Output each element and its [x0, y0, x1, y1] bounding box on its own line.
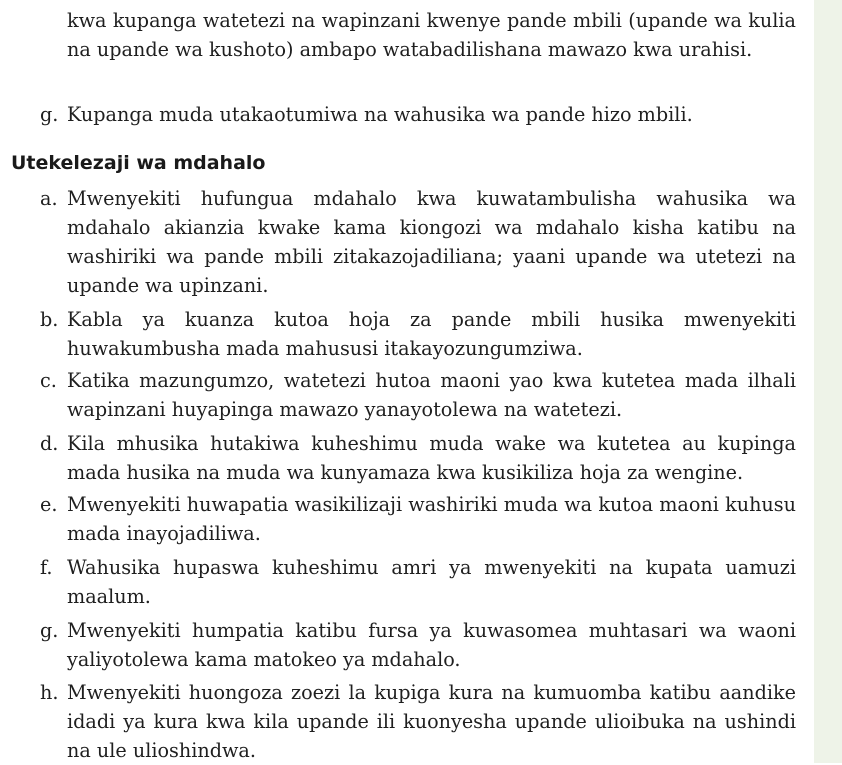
list-marker: f.	[40, 556, 53, 579]
list-item-text: Wahusika hupaswa kuheshimu amri ya mwenyekiti na kupata uamuzi maalum.	[67, 556, 796, 608]
section-heading: Utekelezaji wa mdahalo	[11, 152, 266, 174]
list-item-text: Katika mazungumzo, watetezi hutoa maoni yao kwa kutetea mada ilhali wapinzani huyapinga mawazo yanayotolewa na watetezi.	[67, 369, 796, 421]
list-marker: a.	[40, 187, 58, 210]
list-marker: h.	[40, 681, 59, 704]
list-marker: g.	[40, 619, 59, 642]
list-marker: c.	[40, 369, 57, 392]
list-item-text: Mwenyekiti huongoza zoezi la kupiga kura na kumuomba katibu aandike idadi ya kura kwa kila upande ili kuonyesha upande ulioibuka na ushindi na ule ulioshindwa.	[67, 681, 796, 762]
list-marker: e.	[40, 493, 58, 516]
list-item-text: Kila mhusika hutakiwa kuheshimu muda wake wa kutetea au kupinga mada husika na muda wa kunyamaza kwa kusikiliza hoja za wengine.	[67, 432, 796, 484]
list-marker: d.	[40, 432, 59, 455]
continuation-text: kwa kupanga watetezi na wapinzani kwenye pande mbili (upande wa kulia na upande wa kushoto) ambapo watabadilishana mawazo kwa urahisi.	[67, 9, 796, 61]
page-margin-strip	[814, 0, 842, 763]
list-item-text: Mwenyekiti humpatia katibu fursa ya kuwasomea muhtasari wa waoni yaliyotolewa kama matokeo ya mdahalo.	[67, 619, 796, 671]
list-item-text: Mwenyekiti huwapatia wasikilizaji washiriki muda wa kutoa maoni kuhusu mada inayojadiliwa.	[67, 493, 796, 545]
list-marker: g.	[40, 103, 59, 126]
list-item-text: Kupanga muda utakaotumiwa na wahusika wa pande hizo mbili.	[67, 103, 693, 126]
list-item-text: Kabla ya kuanza kutoa hoja za pande mbili husika mwenyekiti huwakumbusha mada mahususi itakayozungumziwa.	[67, 308, 796, 360]
list-item-text: Mwenyekiti hufungua mdahalo kwa kuwatambulisha wahusika wa mdahalo akianzia kwake kama kiongozi wa mdahalo kisha katibu na washiriki wa pande mbili zitakazojadiliana; yaani upande wa utetezi na upande wa upinzani.	[67, 187, 796, 297]
list-marker: b.	[40, 308, 59, 331]
continuation-paragraph	[67, 6, 796, 64]
